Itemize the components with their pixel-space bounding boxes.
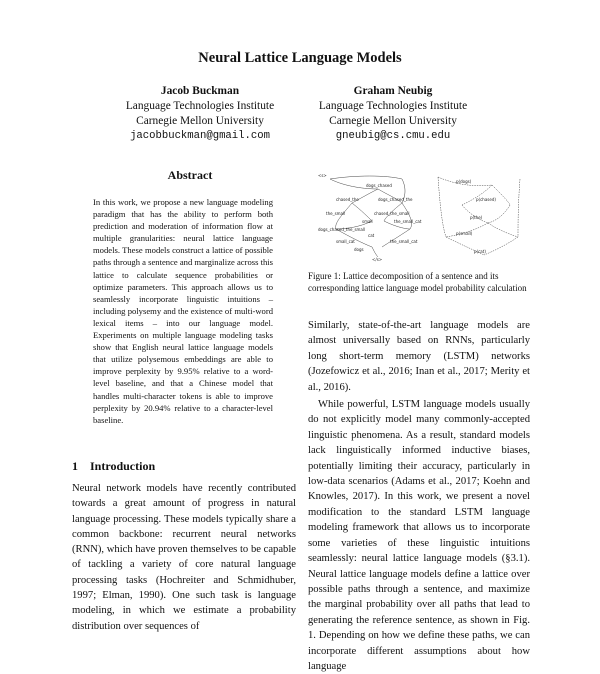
probability-node: p(dogs) — [456, 179, 472, 184]
lattice-node: dogs_chased — [366, 183, 392, 188]
lattice-node: dogs_chased_the — [378, 197, 413, 202]
lattice-node: dogs — [354, 247, 364, 252]
introduction-body: Neural network models have recently contributed towards a great amount of progress in natural language processing. These models typically share a common backbone: recurrent neural networks (RNN), which have proven themselves to be capable of tackling a variety of core natural language processing tasks (Hochreiter and Schmidhuber, 1997; Elman, 1990). One such task is language modeling, in which we estimate a probability distribution over sequences of — [72, 483, 296, 632]
probability-node: p(small) — [456, 231, 473, 236]
author-name: Graham Neubig — [353, 85, 433, 97]
lattice-nodes-right — [456, 179, 496, 254]
figure-1 — [306, 165, 528, 265]
lattice-node: dogs_chased_the_small — [318, 227, 366, 232]
lattice-nodes-left — [318, 173, 422, 262]
paragraph: Similarly, state-of-the-art language models are almost universally based on RNNs, particularly long short-term memory (LSTM) networks (Jozefowicz et al., 2016; Inan et al., 2017; Merity et al., 2016). — [308, 320, 530, 393]
author-university: Carnegie Mellon University — [136, 115, 264, 127]
figure-caption: Figure 1: Lattice decomposition of a sentence and its corresponding lattice language model probability calculation — [308, 271, 527, 294]
paper-title: Neural Lattice Language Models — [198, 50, 402, 66]
section-title: Introduction — [90, 459, 156, 473]
author-affiliation: Language Technologies Institute — [318, 100, 468, 112]
lattice-node: </s> — [372, 257, 383, 262]
author-block-2 — [283, 84, 503, 144]
lattice-node: <s> — [318, 173, 327, 178]
author-email: jacobbuckman@gmail.com — [130, 130, 270, 142]
right-column-body — [308, 318, 530, 674]
author-university: Carnegie Mellon University — [329, 115, 457, 127]
author-email: gneubig@cs.cmu.edu — [335, 130, 451, 142]
lattice-node: small_cat — [336, 239, 355, 244]
abstract-body: In this work, we propose a new language modeling paradigm that has the ability to perform both prediction and moderation of information flow at multiple granularities: neural lattice language models. These models construct a lattice of possible paths through a sentence and marginalize across this lattice to calculate sequence probabilities or optimize parameters. This approach allows us to seamlessly incorporate linguistic intuitions – including polysemy and the existence of multi-word lexical items – into our language model. Experiments on multiple language modeling tasks show that English neural lattice language models that utilize polysemous embeddings are able to improve perplexity by 9.95% relative to a word-level baseline, and that a Chinese model that handles multi-character tokens is able to improve perplexity by 20.94% relative to a character-level baseline. — [93, 197, 274, 425]
lattice-node: chased_the_small — [374, 211, 410, 216]
lattice-node: small — [362, 219, 373, 224]
lattice-node: the_small — [326, 211, 346, 216]
lattice-node: the_small_cat — [394, 219, 422, 224]
abstract-heading: Abstract — [167, 168, 213, 182]
author-name: Jacob Buckman — [160, 85, 240, 97]
probability-node: p(cat) — [474, 249, 486, 254]
section-number: 1 — [72, 459, 78, 473]
probability-node: p(chased) — [476, 197, 496, 202]
probability-node: p(the) — [470, 215, 483, 220]
author-block-1 — [90, 84, 310, 144]
section-heading — [72, 459, 155, 474]
lattice-node: chased_the — [336, 197, 359, 202]
lattice-node: the_small_cat — [390, 239, 418, 244]
paragraph: While powerful, LSTM language models usually do not explicitly model many commonly-accepted linguistic phenomena. As a result, standard models lack linguistically informed inductive biases, potentially limiting their accuracy, particularly in low-data scenarios (Adams et al., 2017; Koehn and Knowles, 2017). In this work, we present a novel modification to the standard LSTM language modeling framework that allows us to incorporate some varieties of these linguistic intuitions seamlessly: neural lattice language models (§3.1). Neural lattice language models define a lattice over possible paths through a sentence, and maximize the marginal probability over all paths that lead to generating the reference sentence, as shown in Fig. 1. Depending on how we define these paths, we can incorporate different assumptions about how language — [308, 399, 530, 672]
author-affiliation: Language Technologies Institute — [125, 100, 275, 112]
lattice-diagram — [306, 165, 528, 265]
lattice-node: cat — [368, 233, 375, 238]
